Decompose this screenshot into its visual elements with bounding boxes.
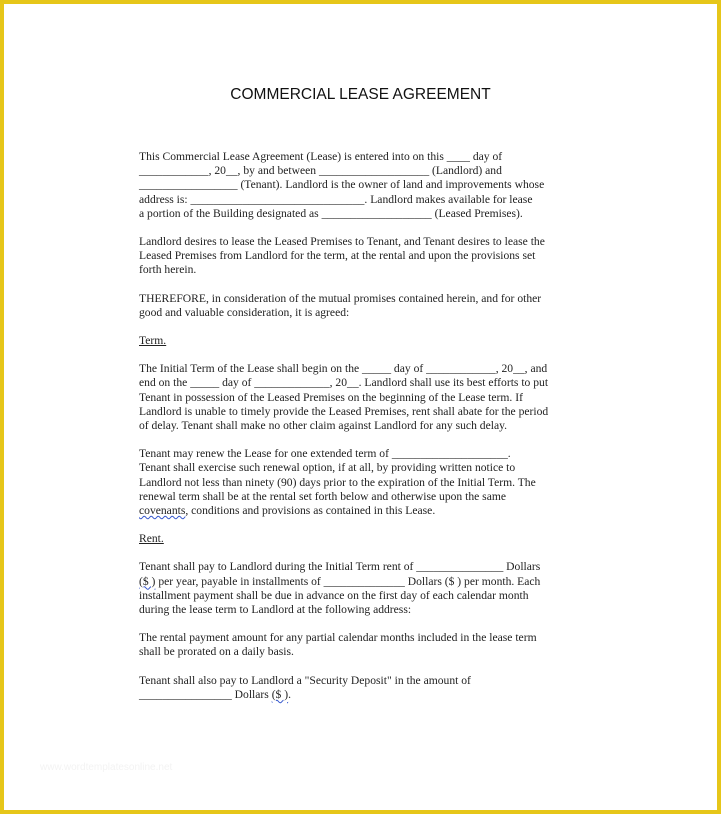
paragraph-line: The Initial Term of the Lease shall begin on the _____ day of ____________, 20__, and bbox=[139, 362, 548, 376]
term-heading bbox=[139, 334, 589, 348]
line-rest: , conditions and provisions as contained in this Lease. bbox=[185, 504, 436, 518]
paragraph-line: installment payment shall be due in advance on the first day of each calendar month bbox=[139, 588, 529, 602]
desire-paragraph bbox=[139, 235, 589, 278]
paragraph-line: shall be prorated on a daily basis. bbox=[139, 645, 294, 659]
intro-paragraph bbox=[139, 150, 589, 221]
paragraph-line: Tenant shall also pay to Landlord a "Security Deposit" in the amount of bbox=[139, 673, 471, 687]
paragraph-line bbox=[139, 688, 589, 702]
paragraph-line: Landlord is unable to timely provide the Leased Premises, rent shall abate for the period bbox=[139, 404, 549, 418]
paragraph-line: of delay. Tenant shall make no other claim against Landlord for any such delay. bbox=[139, 419, 508, 433]
line-rest: per year, payable in installments of ______________ Dollars ($ ) per month. Each bbox=[155, 574, 541, 588]
paragraph-line bbox=[139, 575, 589, 589]
paragraph-line: end on the _____ day of _____________, 20__. Landlord shall use its best efforts to put bbox=[139, 376, 549, 390]
term-heading-text: Term. bbox=[139, 334, 167, 348]
document-title: COMMERCIAL LEASE AGREEMENT bbox=[230, 86, 491, 103]
paragraph-line: Landlord not less than ninety (90) days prior to the expiration of the Initial Term. The bbox=[139, 475, 536, 489]
paragraph-line: The rental payment amount for any partial calendar months included in the lease term bbox=[139, 631, 537, 645]
intro-line: ____________, 20__, by and between ___________________ (Landlord) and bbox=[139, 164, 502, 178]
paragraph-line: Tenant may renew the Lease for one extended term of ____________________. bbox=[139, 447, 511, 461]
spellcheck-mark: ($ ) bbox=[139, 574, 156, 588]
rent-heading bbox=[139, 532, 589, 546]
intro-line: a portion of the Building designated as ___________________ (Leased Premises). bbox=[139, 206, 523, 220]
watermark-text: www.wordtemplatesonline.net bbox=[40, 762, 173, 773]
document-page bbox=[4, 4, 717, 810]
therefore-paragraph bbox=[139, 292, 589, 320]
paragraph-line bbox=[139, 504, 589, 518]
rent-heading-text: Rent. bbox=[139, 532, 164, 546]
paragraph-line: Leased Premises from Landlord for the term, at the rental and upon the provisions set bbox=[139, 249, 536, 263]
intro-line: _________________ (Tenant). Landlord is the owner of land and improvements whose bbox=[139, 178, 545, 192]
term-initial-paragraph bbox=[139, 362, 589, 433]
rent-prorate-paragraph bbox=[139, 631, 589, 659]
document-body bbox=[139, 150, 589, 716]
paragraph-line: during the lease term to Landlord at the following address: bbox=[139, 603, 412, 617]
security-deposit-paragraph bbox=[139, 674, 589, 702]
intro-line: address is: ______________________________. Landlord makes available for lease bbox=[139, 192, 533, 206]
paragraph-line: Tenant shall exercise such renewal option, if at all, by providing written notice to bbox=[139, 461, 516, 475]
paragraph-line: Tenant in possession of the Leased Premises on the beginning of the Lease term. If bbox=[139, 390, 523, 404]
paragraph-line: renewal term shall be at the rental set forth below and otherwise upon the same bbox=[139, 489, 507, 503]
term-renewal-paragraph bbox=[139, 447, 589, 518]
paragraph-line: good and valuable consideration, it is agreed: bbox=[139, 305, 350, 319]
paragraph-line: forth herein. bbox=[139, 263, 197, 277]
spellcheck-word: covenants bbox=[139, 504, 186, 518]
rent-payment-paragraph bbox=[139, 560, 589, 617]
line-start: ________________ Dollars bbox=[139, 687, 272, 701]
line-end: . bbox=[288, 687, 292, 701]
paragraph-line: Landlord desires to lease the Leased Premises to Tenant, and Tenant desires to lease the bbox=[139, 235, 545, 249]
paragraph-line: THEREFORE, in consideration of the mutual promises contained herein, and for other bbox=[139, 291, 542, 305]
paragraph-line: Tenant shall pay to Landlord during the Initial Term rent of _______________ Dollars bbox=[139, 560, 541, 574]
intro-line: This Commercial Lease Agreement (Lease) is entered into on this ____ day of bbox=[139, 150, 503, 163]
spellcheck-mark: ($ ) bbox=[271, 687, 289, 701]
